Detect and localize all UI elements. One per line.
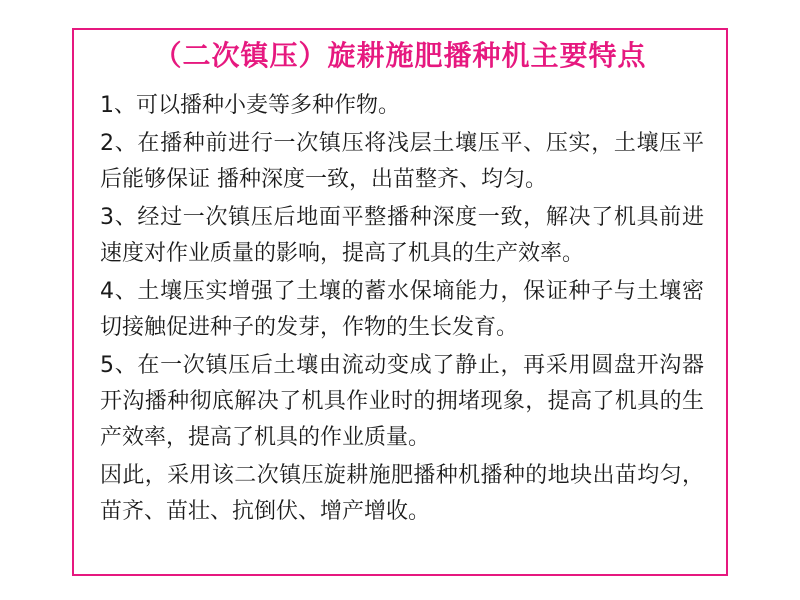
- paragraph-4: 4、土壤压实增强了土壤的蓄水保墒能力，保证种子与土壤密切接触促进种子的发芽，作物的生长发育。: [100, 279, 704, 340]
- paragraph-6: 因此，采用该二次镇压旋耕施肥播种机播种的地块出苗均匀，苗齐、苗壮、抗倒伏、增产增收。: [100, 463, 704, 524]
- slide-title-container: [72, 30, 728, 82]
- paragraph-2: 2、在播种前进行一次镇压将浅层土壤压平、压实，土壤压平后能够保证 播种深度一致，出苗整齐、均匀。: [100, 131, 704, 192]
- body-text-area: [100, 88, 704, 558]
- title-band: [143, 39, 656, 72]
- paragraph-3: 3、经过一次镇压后地面平整播种深度一致，解决了机具前进速度对作业质量的影响，提高了机具的生产效率。: [100, 205, 704, 266]
- page-title: （二次镇压）旋耕施肥播种机主要特点: [153, 39, 647, 72]
- paragraph-5: 5、在一次镇压后土壤由流动变成了静止，再采用圆盘开沟器开沟播种彻底解决了机具作业时的拥堵现象，提高了机具的生产效率，提高了机具的作业质量。: [100, 353, 704, 450]
- paragraph-1: 1、可以播种小麦等多种作物。: [100, 93, 400, 118]
